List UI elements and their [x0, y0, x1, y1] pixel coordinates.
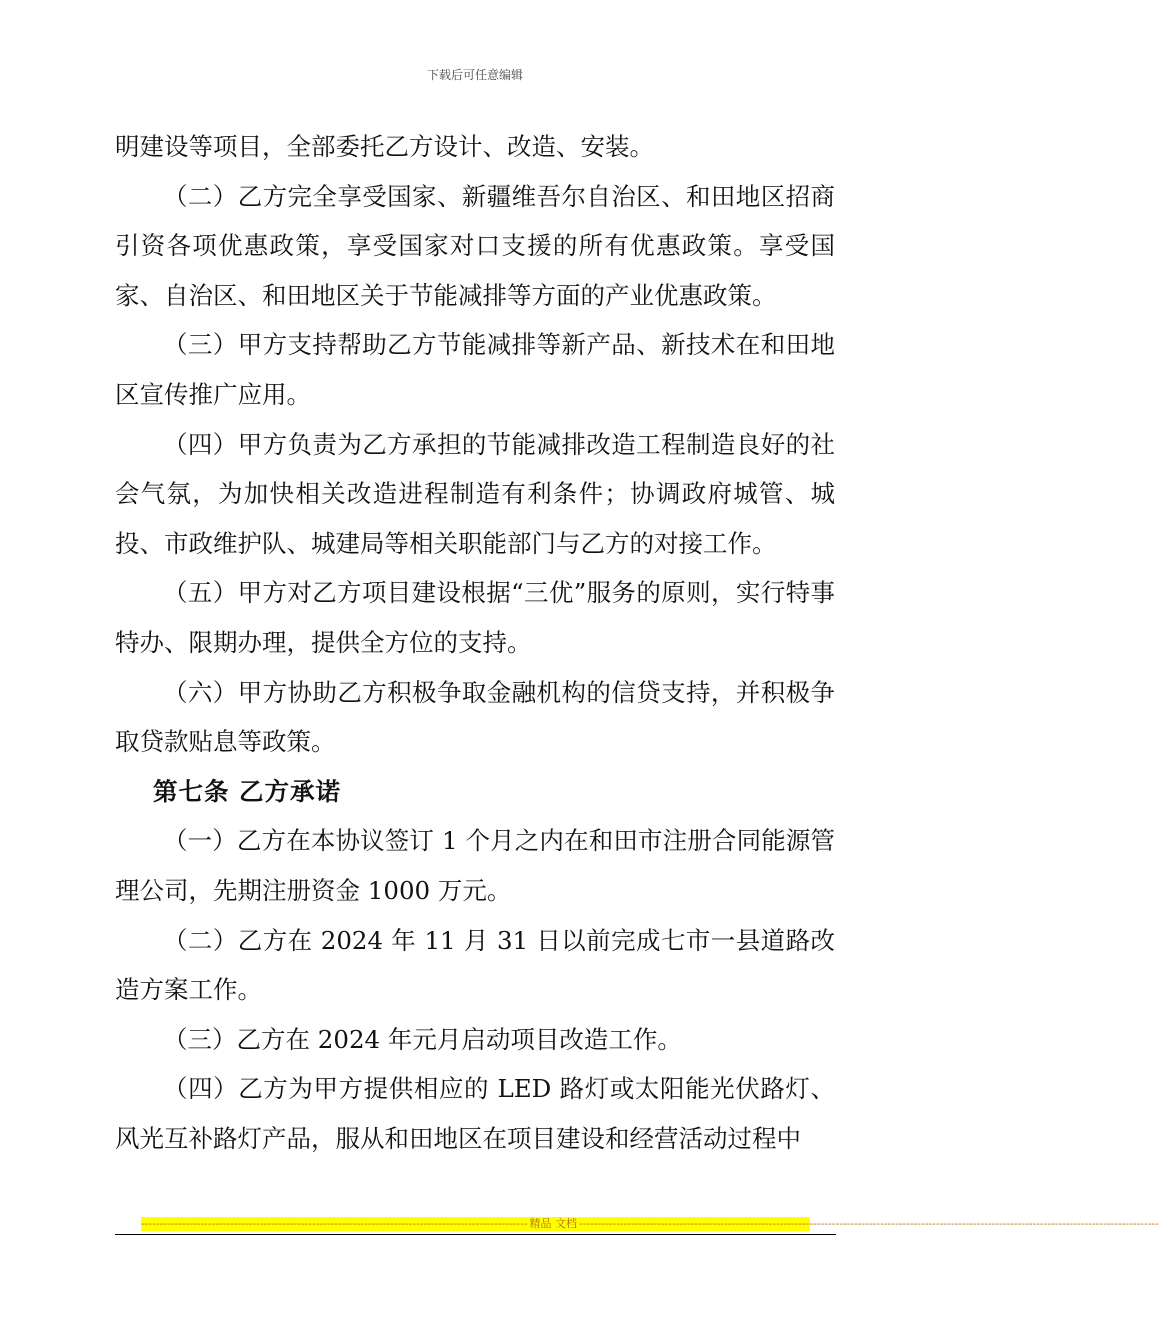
- footer-dashes-right: ------------------------------------------------------------------------------------------------------------------------------------------------------------: [579, 1217, 1159, 1230]
- footer-dashes-left: --------------------------------------------------------------------------------------------------------: [141, 1217, 528, 1230]
- document-body: [115, 122, 835, 1163]
- commitment-item-1: （一）乙方在本协议签订 1 个月之内在和田市注册合同能源管理公司，先期注册资金 1000 万元。: [115, 826, 835, 905]
- paragraph-continuation: 明建设等项目，全部委托乙方设计、改造、安装。: [115, 132, 654, 161]
- commitment-item-3: （三）乙方在 2024 年元月启动项目改造工作。: [163, 1024, 682, 1054]
- paragraph-item-4: （四）甲方负责为乙方承担的节能减排改造工程制造良好的社会气氛，为加快相关改造进程制造有利条件；协调政府城管、城投、市政维护队、城建局等相关职能部门与乙方的对接工作。: [115, 429, 835, 558]
- paragraph-item-2: （二）乙方完全享受国家、新疆维吾尔自治区、和田地区招商引资各项优惠政策，享受国家对口支援的所有优惠政策。享受国家、自治区、和田地区关于节能减排等方面的产业优惠政策。: [115, 181, 835, 310]
- paragraph-item-6: （六）甲方协助乙方积极争取金融机构的信贷支持，并积极争取贷款贴息等政策。: [115, 677, 835, 757]
- commitment-item-2: （二）乙方在 2024 年 11 月 31 日以前完成七市一县道路改造方案工作。: [115, 925, 835, 1005]
- footer-rule: [115, 1234, 836, 1235]
- footer-label: 精品 文档: [529, 1217, 578, 1230]
- paragraph-item-5: （五）甲方对乙方项目建设根据“三优”服务的原则，实行特事特办、限期办理，提供全方位的支持。: [115, 578, 835, 657]
- footer-banner: [141, 1217, 1159, 1231]
- section-heading: 第七条 乙方承诺: [153, 776, 342, 806]
- commitment-item-4: （四）乙方为甲方提供相应的 LED 路灯或太阳能光伏路灯、风光互补路灯产品，服从和田地区在项目建设和经营活动过程中: [115, 1074, 835, 1153]
- paragraph-item-3: （三）甲方支持帮助乙方节能减排等新产品、新技术在和田地区宣传推广应用。: [115, 330, 835, 409]
- page-header: 下载后可任意编辑: [426, 68, 523, 82]
